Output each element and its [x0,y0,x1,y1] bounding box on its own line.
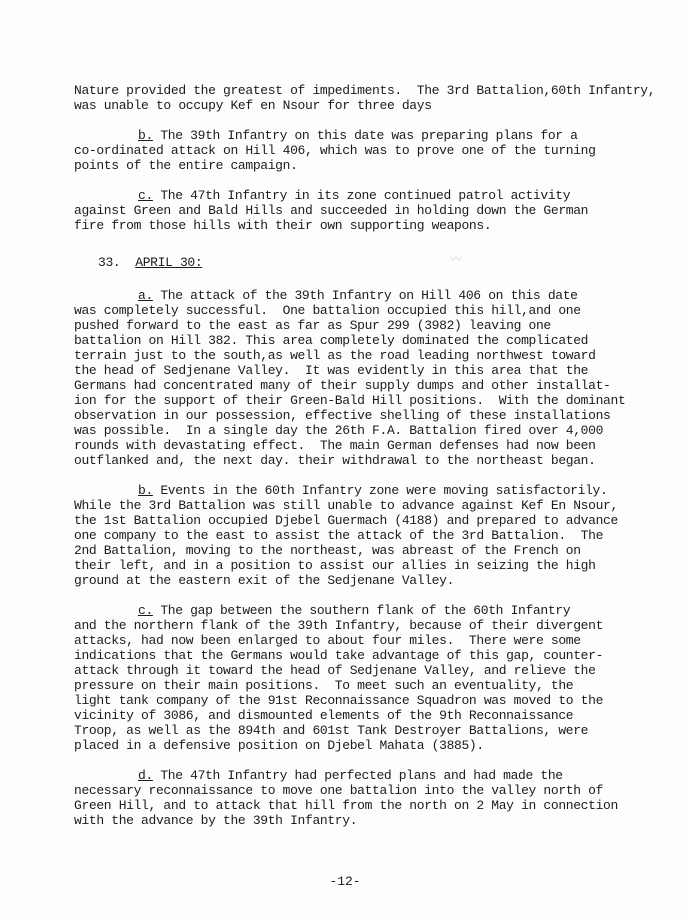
paragraph-b-april30 [74,483,650,588]
text-line: Germans had concentrated many of their supply dumps and other installat- [74,378,611,393]
text-line: Troop, as well as the 894th and 601st Tank Destroyer Battalions, were [74,723,589,738]
paragraph-marker: b. [138,483,153,498]
text-line: battalion on Hill 382. This area completely dominated the complicated [74,333,589,348]
section-date: APRIL 30: [135,255,203,270]
text-line: The gap between the southern flank of the 60th Infantry [152,603,571,618]
paragraph-b [74,128,650,173]
text-line: 2nd Battalion, moving to the northeast, was abreast of the French on [74,543,581,558]
intro-paragraph [74,83,656,113]
text-line: pushed forward to the east as far as Spur 299 (3982) leaving one [74,318,551,333]
text-line: rounds with devastating effect. The main German defenses had now been [74,438,596,453]
paragraph-a-april30 [74,288,650,468]
text-line: was completely successful. One battalion occupied this hill,and one [74,303,581,318]
paragraph-marker: b. [138,128,153,143]
text-line: The 39th Infantry on this date was preparing plans for a [152,128,578,143]
text-line: outflanked and, the next day. their withdrawal to the northeast began. [74,453,596,468]
text-line: terrain just to the south,as well as the road leading northwest toward [74,348,596,363]
section-heading [74,255,650,270]
text-line: was possible. In a single day the 26th F.A. Battalion fired over 4,000 [74,423,604,438]
page-number: -12- [329,874,361,889]
text-line: vicinity of 3086, and dismounted elements of the 9th Reconnaissance [74,708,574,723]
text-line: Green Hill, and to attack that hill from the north on 2 May in connection [74,798,618,813]
text-line: placed in a defensive position on Djebel Mahata (3885). [74,738,484,753]
text-line: The attack of the 39th Infantry on Hill 406 on this date [152,288,578,303]
paragraph-first-line [74,128,650,143]
section-number: 33. [98,255,121,270]
text-line: indications that the Germans would take advantage of this gap, counter- [74,648,604,663]
text-line: The 47th Infantry had perfected plans and had made the [152,768,563,783]
paragraph-first-line [74,188,650,203]
text-line: ground at the eastern exit of the Sedjenane Valley. [74,573,455,588]
text-line: co-ordinated attack on Hill 406, which was to prove one of the turning [74,143,596,158]
text-line: attacks, had now been enlarged to about four miles. There were some [74,633,581,648]
text-line: the head of Sedjenane Valley. It was evidently in this area that the [74,363,589,378]
text-line: light tank company of the 91st Reconnaissance Squadron was moved to the [74,693,604,708]
paragraph-c [74,188,650,233]
text-line: was unable to occupy Kef en Nsour for three days [74,98,432,113]
text-line: necessary reconnaissance to move one battalion into the valley north of [74,783,604,798]
text-line: against Green and Bald Hills and succeeded in holding down the German [74,203,589,218]
scan-smudge: 〰 [450,253,463,267]
text-line: points of the entire campaign. [74,158,298,173]
text-line: pressure on their main positions. To meet such an eventuality, the [74,678,574,693]
paragraph-first-line [74,603,650,618]
paragraph-c-april30 [74,603,650,753]
text-line: The 47th Infantry in its zone continued patrol activity [152,188,571,203]
text-line: Nature provided the greatest of impediments. The 3rd Battalion,60th Infantry, [74,83,656,98]
paragraph-marker: a. [138,288,153,303]
text-line: their left, and in a position to assist our allies in seizing the high [74,558,596,573]
text-line: Events in the 60th Infantry zone were moving satisfactorily. [152,483,608,498]
paragraph-marker: d. [138,768,153,783]
text-line: ion for the support of their Green-Bald Hill positions. With the dominant [74,393,626,408]
text-line: While the 3rd Battalion was still unable to advance against Kef En Nsour, [74,498,618,513]
text-line: attack through it toward the head of Sedjenane Valley, and relieve the [74,663,596,678]
text-line: the 1st Battalion occupied Djebel Guermach (4188) and prepared to advance [74,513,618,528]
text-line: with the advance by the 39th Infantry. [74,813,358,828]
text-line: and the northern flank of the 39th Infantry, because of their divergent [74,618,604,633]
text-line: fire from those hills with their own supporting weapons. [74,218,492,233]
paragraph-first-line [74,483,650,498]
text-line: observation in our possession, effective shelling of these installations [74,408,611,423]
paragraph-first-line [74,768,650,783]
paragraph-marker: c. [138,188,153,203]
paragraph-marker: c. [138,603,153,618]
paragraph-first-line [74,288,650,303]
text-line: one company to the east to assist the attack of the 3rd Battalion. The [74,528,604,543]
paragraph-d-april30 [74,768,650,828]
